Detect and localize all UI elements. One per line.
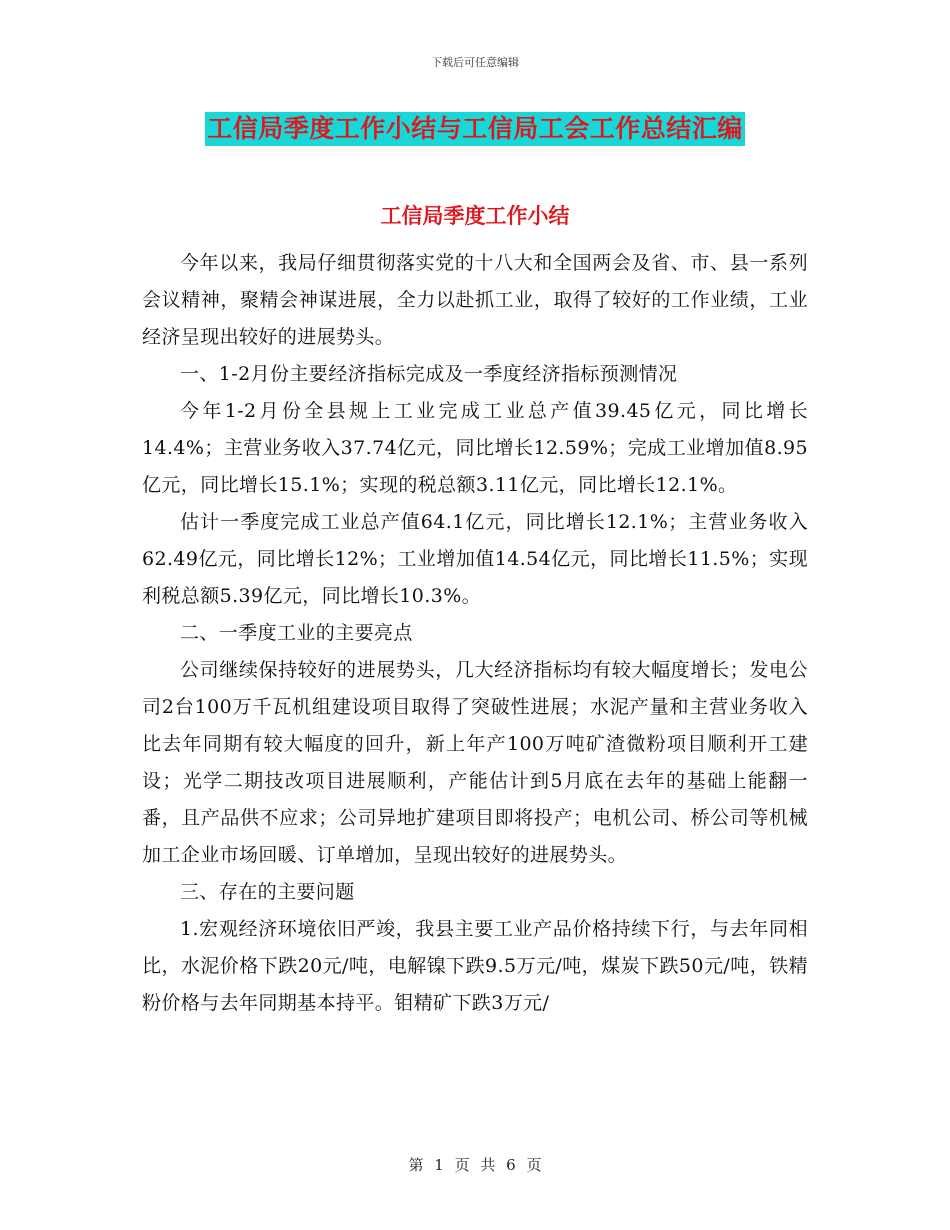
section-title: 工信局季度工作小结	[380, 204, 570, 228]
paragraph-heading: 二、一季度工业的主要亮点	[180, 622, 413, 644]
document-title: 工信局季度工作小结与工信局工会工作总结汇编	[205, 112, 745, 146]
paragraph: 今年以来，我局仔细贯彻落实党的十八大和全国两会及省、市、县一系列会议精神，聚精会神谋进展，全力以赴抓工业，取得了较好的工作业绩，工业经济呈现出较好的进展势头。	[142, 252, 808, 348]
paragraph-heading: 一、1-2月份主要经济指标完成及一季度经济指标预测情况	[180, 363, 678, 385]
paragraph-heading: 三、存在的主要问题	[180, 881, 355, 903]
paragraph: 估计一季度完成工业总产值64.1亿元，同比增长12.1%；主营业务收入62.49亿元，同比增长12%；工业增加值14.54亿元，同比增长11.5%；实现利税总额5.39亿元，同比增长10.3%。	[142, 511, 808, 607]
paragraph: 公司继续保持较好的进展势头，几大经济指标均有较大幅度增长；发电公司2台100万千瓦机组建设项目取得了突破性进展；水泥产量和主营业务收入比去年同期有较大幅度的回升，新上年产100万吨矿渣微粉项目顺利开工建设；光学二期技改项目进展顺利，产能估计到5月底在去年的基础上能翻一番，且产品供不应求；公司异地扩建项目即将投产；电机公司、桥公司等机械加工企业市场回暖、订单增加，呈现出较好的进展势头。	[142, 659, 808, 866]
main-title-container	[0, 112, 950, 146]
document-body	[142, 245, 808, 1022]
paragraph: 今年1-2月份全县规上工业完成工业总产值39.45亿元，同比增长14.4%；主营业务收入37.74亿元，同比增长12.59%；完成工业增加值8.95亿元，同比增长15.1%；实现的税总额3.11亿元，同比增长12.1%。	[142, 400, 808, 496]
page-footer: 第 1 页 共 6 页	[408, 1156, 542, 1174]
paragraph: 1.宏观经济环境依旧严竣，我县主要工业产品价格持续下行，与去年同相比，水泥价格下跌20元/吨，电解镍下跌9.5万元/吨，煤炭下跌50元/吨，铁精粉价格与去年同期基本持平。钼精矿下跌3万元/	[142, 918, 808, 1014]
header-note: 下载后可任意编辑	[431, 56, 519, 69]
